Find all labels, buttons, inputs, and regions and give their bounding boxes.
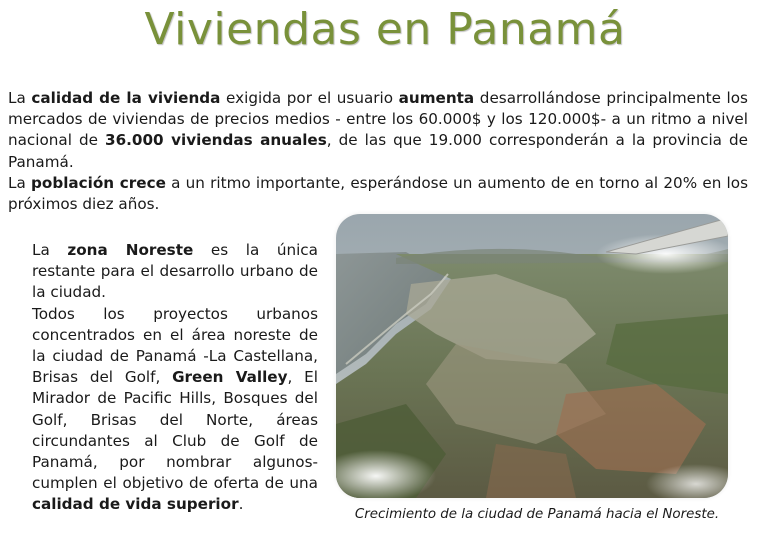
- text-run: , de las que 19.000 corresponderán a la provincia de Panamá.: [8, 131, 749, 171]
- bold-run: población crece: [31, 173, 166, 192]
- bold-run: 36.000 viviendas anuales: [105, 131, 327, 150]
- text-run: , El Mirador de Pacific Hills, Bosques del Golf, Brisas del Norte, áreas circundantes al Club de Golf de Panamá, por nombrar algunos- cumplen el objetivo de oferta de una: [32, 368, 318, 493]
- text-run: Todos los proyectos urbanos concentrados en el área noreste de la ciudad de Panamá -La Castellana, Brisas del Golf,: [32, 304, 318, 387]
- photo-caption: Crecimiento de la ciudad de Panamá hacia el Noreste.: [354, 507, 720, 522]
- bold-run: Green Valley: [172, 368, 288, 387]
- text-run: La: [8, 89, 32, 107]
- text-run: es la única restante para el desarrollo urbano de la ciudad.: [32, 241, 318, 302]
- text-run: a un ritmo importante, esperándose un aumento de en torno al 20% en los próximos diez años.: [8, 173, 748, 214]
- bold-run: calidad de la vivienda: [31, 89, 221, 107]
- text-run: .: [238, 495, 244, 514]
- side-paragraph-1: [32, 240, 318, 304]
- side-paragraph-2: [32, 304, 318, 516]
- text-run: La: [8, 173, 32, 192]
- bold-run: aumenta: [398, 89, 475, 107]
- side-text: [32, 240, 318, 516]
- bold-run: calidad de vida superior: [32, 495, 239, 514]
- intro-paragraph-1: [8, 88, 748, 173]
- text-run: desarrollándose principalmente los mercados de viviendas de precios medios - entre los 60.000$ y los 120.000$- a un ritmo a nivel nacional de: [8, 89, 748, 150]
- text-run: exigida por el usuario: [220, 89, 399, 107]
- page-title: Viviendas en Panamá: [144, 4, 626, 55]
- aerial-city-photo: [336, 214, 728, 498]
- text-run: La: [32, 241, 68, 259]
- aerial-city-illustration: [336, 214, 728, 498]
- intro-text: [8, 88, 748, 215]
- intro-paragraph-2: [8, 173, 748, 215]
- bold-run: zona Noreste: [67, 241, 194, 259]
